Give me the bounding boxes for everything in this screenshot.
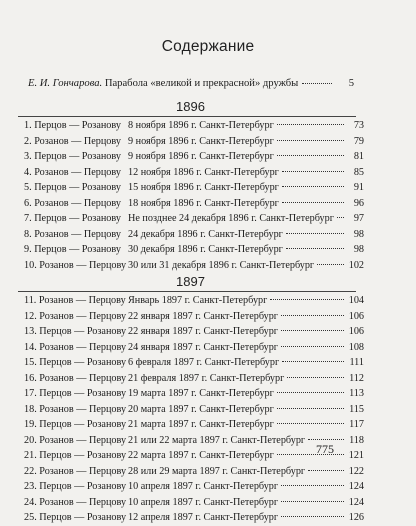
section-year-1897: 1897 (176, 274, 205, 289)
page-folio-number: 775 (316, 442, 334, 456)
entry-correspondents: 4. Розанов — Перцову (24, 166, 121, 178)
entry-date-place-text: 8 ноября 1896 г. Санкт-Петербург (128, 120, 274, 131)
dot-leader (277, 140, 344, 141)
entry-page-number: 91 (353, 182, 364, 193)
dot-leader (282, 202, 344, 203)
entry-page-number: 117 (349, 419, 364, 430)
entry-correspondents: 13. Перцов — Розанову (24, 326, 127, 337)
section-year-1896: 1896 (176, 99, 205, 114)
entry-page-number: 106 (348, 326, 364, 337)
entry-date-place (128, 227, 344, 243)
toc-entry (0, 433, 416, 449)
entry-correspondents: 7. Перцов — Розанову (24, 213, 121, 224)
dot-leader (281, 485, 344, 486)
entry-date-place (128, 165, 344, 181)
entry-date-place-text: 30 или 31 декабря 1896 г. Санкт-Петербург (128, 259, 315, 271)
entry-correspondents: 10. Розанов — Перцову (24, 259, 127, 271)
toc-entry (0, 165, 416, 181)
entry-page-number: 124 (348, 481, 364, 492)
toc-entry (0, 211, 416, 227)
dot-leader (286, 248, 344, 249)
entry-date-place (128, 309, 344, 325)
toc-entry (0, 340, 416, 356)
entry-correspondents: 3. Перцов — Розанову (24, 151, 121, 162)
dot-leader (281, 315, 344, 316)
entry-date-place-text: 15 ноября 1896 г. Санкт-Петербург (128, 182, 279, 193)
entry-page-number: 108 (348, 341, 364, 353)
entry-date-place (128, 417, 344, 433)
dot-leader (282, 186, 344, 187)
toc-entry (0, 448, 416, 464)
dot-leader (308, 439, 344, 440)
entry-page-number: 96 (353, 197, 364, 209)
entry-page-number: 113 (349, 388, 364, 399)
entry-date-place (128, 510, 344, 526)
dot-leader (308, 470, 344, 471)
toc-entry (0, 227, 416, 243)
dot-leader (281, 330, 344, 331)
preface-entry (28, 78, 354, 89)
entry-correspondents: 24. Розанов — Перцову (24, 496, 127, 508)
entry-date-place-text: 12 ноября 1896 г. Санкт-Петербург (128, 166, 279, 178)
entry-correspondents: 6. Розанов — Перцову (24, 197, 121, 209)
entry-page-number: 126 (348, 512, 364, 523)
entry-date-place-text: 10 апреля 1897 г. Санкт-Петербург (128, 496, 279, 508)
entry-date-place-text: 9 ноября 1896 г. Санкт-Петербург (128, 135, 274, 147)
toc-entry (0, 386, 416, 402)
toc-entry (0, 402, 416, 418)
entry-date-place (128, 340, 344, 356)
entry-page-number: 122 (348, 465, 364, 477)
entry-date-place (128, 495, 344, 511)
preface-title: Парабола «великой и прекрасной» дружбы (104, 78, 299, 89)
entry-page-number: 102 (348, 259, 364, 271)
entry-page-number: 85 (353, 166, 364, 178)
entry-date-place (128, 293, 344, 309)
entry-correspondents: 5. Перцов — Розанову (24, 182, 121, 193)
entry-date-place (128, 402, 344, 418)
preface-author: Е. И. Гончарова. (28, 78, 103, 89)
toc-entry (0, 417, 416, 433)
toc-entry (0, 510, 416, 526)
entry-date-place-text: 22 марта 1897 г. Санкт-Петербург (128, 450, 274, 461)
toc-entry (0, 355, 416, 371)
entry-date-place (128, 196, 344, 212)
toc-entry (0, 196, 416, 212)
entry-date-place (128, 211, 344, 227)
entry-page-number: 121 (348, 450, 364, 461)
toc-entry (0, 324, 416, 340)
entry-date-place-text: 19 марта 1897 г. Санкт-Петербург (128, 388, 274, 399)
dot-leader (277, 408, 344, 409)
entry-date-place-text: 18 ноября 1896 г. Санкт-Петербург (128, 197, 279, 209)
entry-date-place-text: 9 ноября 1896 г. Санкт-Петербург (128, 151, 274, 162)
entry-page-number: 81 (353, 151, 364, 162)
dot-leader (282, 361, 344, 362)
entry-date-place (128, 355, 344, 371)
dot-leader (282, 171, 344, 172)
entry-date-place-text: 30 декабря 1896 г. Санкт-Петербург (128, 244, 283, 255)
entry-correspondents: 11. Розанов — Перцову (24, 295, 126, 306)
dot-leader (277, 124, 344, 125)
entry-correspondents: 17. Перцов — Розанову (24, 388, 127, 399)
dot-leader (287, 377, 344, 378)
toc-entry (0, 242, 416, 258)
page-title: Содержание (161, 38, 255, 55)
dot-leader (281, 346, 344, 347)
entry-correspondents: 22. Розанов — Перцову (24, 465, 127, 477)
dot-leader (277, 155, 344, 156)
entry-correspondents: 25. Перцов — Розанову (24, 512, 127, 523)
entry-date-place (128, 180, 344, 196)
entry-date-place-text: Январь 1897 г. Санкт-Петербург (128, 295, 268, 306)
entry-date-place-text: 20 марта 1897 г. Санкт-Петербург (128, 403, 274, 415)
entry-correspondents: 16. Розанов — Перцову (24, 372, 127, 384)
entry-page-number: 115 (349, 403, 364, 415)
entry-date-place-text: 22 января 1897 г. Санкт-Петербург (128, 326, 278, 337)
entry-date-place (128, 464, 344, 480)
entry-date-place (128, 242, 344, 258)
entry-page-number: 73 (353, 120, 364, 131)
entry-correspondents: 8. Розанов — Перцову (24, 228, 121, 240)
entry-page-number: 104 (348, 295, 364, 306)
toc-entry (0, 180, 416, 196)
entry-page-number: 112 (349, 372, 364, 384)
entry-correspondents: 19. Перцов — Розанову (24, 419, 127, 430)
entry-date-place-text: 24 декабря 1896 г. Санкт-Петербург (128, 228, 283, 240)
dot-leader (302, 83, 332, 84)
entry-page-number: 111 (349, 357, 364, 368)
entry-date-place-text: 21 февраля 1897 г. Санкт-Петербург (128, 372, 285, 384)
entry-correspondents: 12. Розанов — Перцову (24, 310, 127, 322)
entry-date-place (128, 134, 344, 150)
toc-entry (0, 495, 416, 511)
section-rule (18, 291, 356, 292)
entry-correspondents: 1. Перцов — Розанову (24, 120, 121, 131)
entry-page-number: 97 (353, 213, 364, 224)
entry-page-number: 98 (353, 244, 364, 255)
entry-correspondents: 14. Розанов — Перцову (24, 341, 127, 353)
entry-date-place (128, 386, 344, 402)
toc-entry (0, 149, 416, 165)
entry-correspondents: 21. Перцов — Розанову (24, 450, 127, 461)
entry-correspondents: 15. Перцов — Розанову (24, 357, 127, 368)
dot-leader (337, 217, 344, 218)
entry-page-number: 106 (348, 310, 364, 322)
section-entries-1897 (0, 293, 416, 526)
dot-leader (277, 423, 344, 424)
section-entries-1896 (0, 118, 416, 273)
dot-leader (286, 233, 344, 234)
entry-correspondents: 18. Розанов — Перцову (24, 403, 127, 415)
toc-entry (0, 371, 416, 387)
entry-correspondents: 23. Перцов — Розанову (24, 481, 127, 492)
entry-date-place (128, 118, 344, 134)
entry-date-place (128, 433, 344, 449)
toc-entry (0, 479, 416, 495)
entry-date-place-text: 21 марта 1897 г. Санкт-Петербург (128, 419, 274, 430)
toc-entry (0, 118, 416, 134)
entry-date-place (128, 479, 344, 495)
entry-date-place-text: 6 февраля 1897 г. Санкт-Петербург (128, 357, 280, 368)
entry-correspondents: 9. Перцов — Розанову (24, 244, 121, 255)
entry-correspondents: 20. Розанов — Перцову (24, 434, 127, 446)
dot-leader (281, 516, 344, 517)
entry-date-place-text: Не позднее 24 декабря 1896 г. Санкт-Петербург (128, 213, 334, 224)
entry-correspondents: 2. Розанов — Перцову (24, 135, 121, 147)
entry-date-place (128, 149, 344, 165)
entry-page-number: 79 (353, 135, 364, 147)
toc-entry (0, 464, 416, 480)
toc-entry (0, 309, 416, 325)
toc-entry (0, 258, 416, 274)
entry-date-place-text: 10 апреля 1897 г. Санкт-Петербург (128, 481, 279, 492)
entry-date-place-text: 24 января 1897 г. Санкт-Петербург (128, 341, 278, 353)
dot-leader (317, 264, 344, 265)
entry-page-number: 124 (348, 496, 364, 508)
dot-leader (270, 299, 344, 300)
entry-page-number: 118 (349, 434, 364, 446)
entry-date-place (128, 448, 344, 464)
entry-date-place-text: 22 января 1897 г. Санкт-Петербург (128, 310, 278, 322)
entry-date-place-text: 28 или 29 марта 1897 г. Санкт-Петербург (128, 465, 306, 477)
entry-page-number: 98 (353, 228, 364, 240)
dot-leader (281, 501, 344, 502)
entry-date-place (128, 324, 344, 340)
entry-date-place-text: 12 апреля 1897 г. Санкт-Петербург (128, 512, 279, 523)
toc-entry (0, 293, 416, 309)
entry-date-place (128, 258, 344, 274)
section-rule (18, 116, 356, 117)
entry-date-place (128, 371, 344, 387)
entry-date-place-text: 21 или 22 марта 1897 г. Санкт-Петербург (128, 434, 306, 446)
dot-leader (277, 392, 344, 393)
toc-entry (0, 134, 416, 150)
preface-page-number: 5 (348, 78, 354, 89)
